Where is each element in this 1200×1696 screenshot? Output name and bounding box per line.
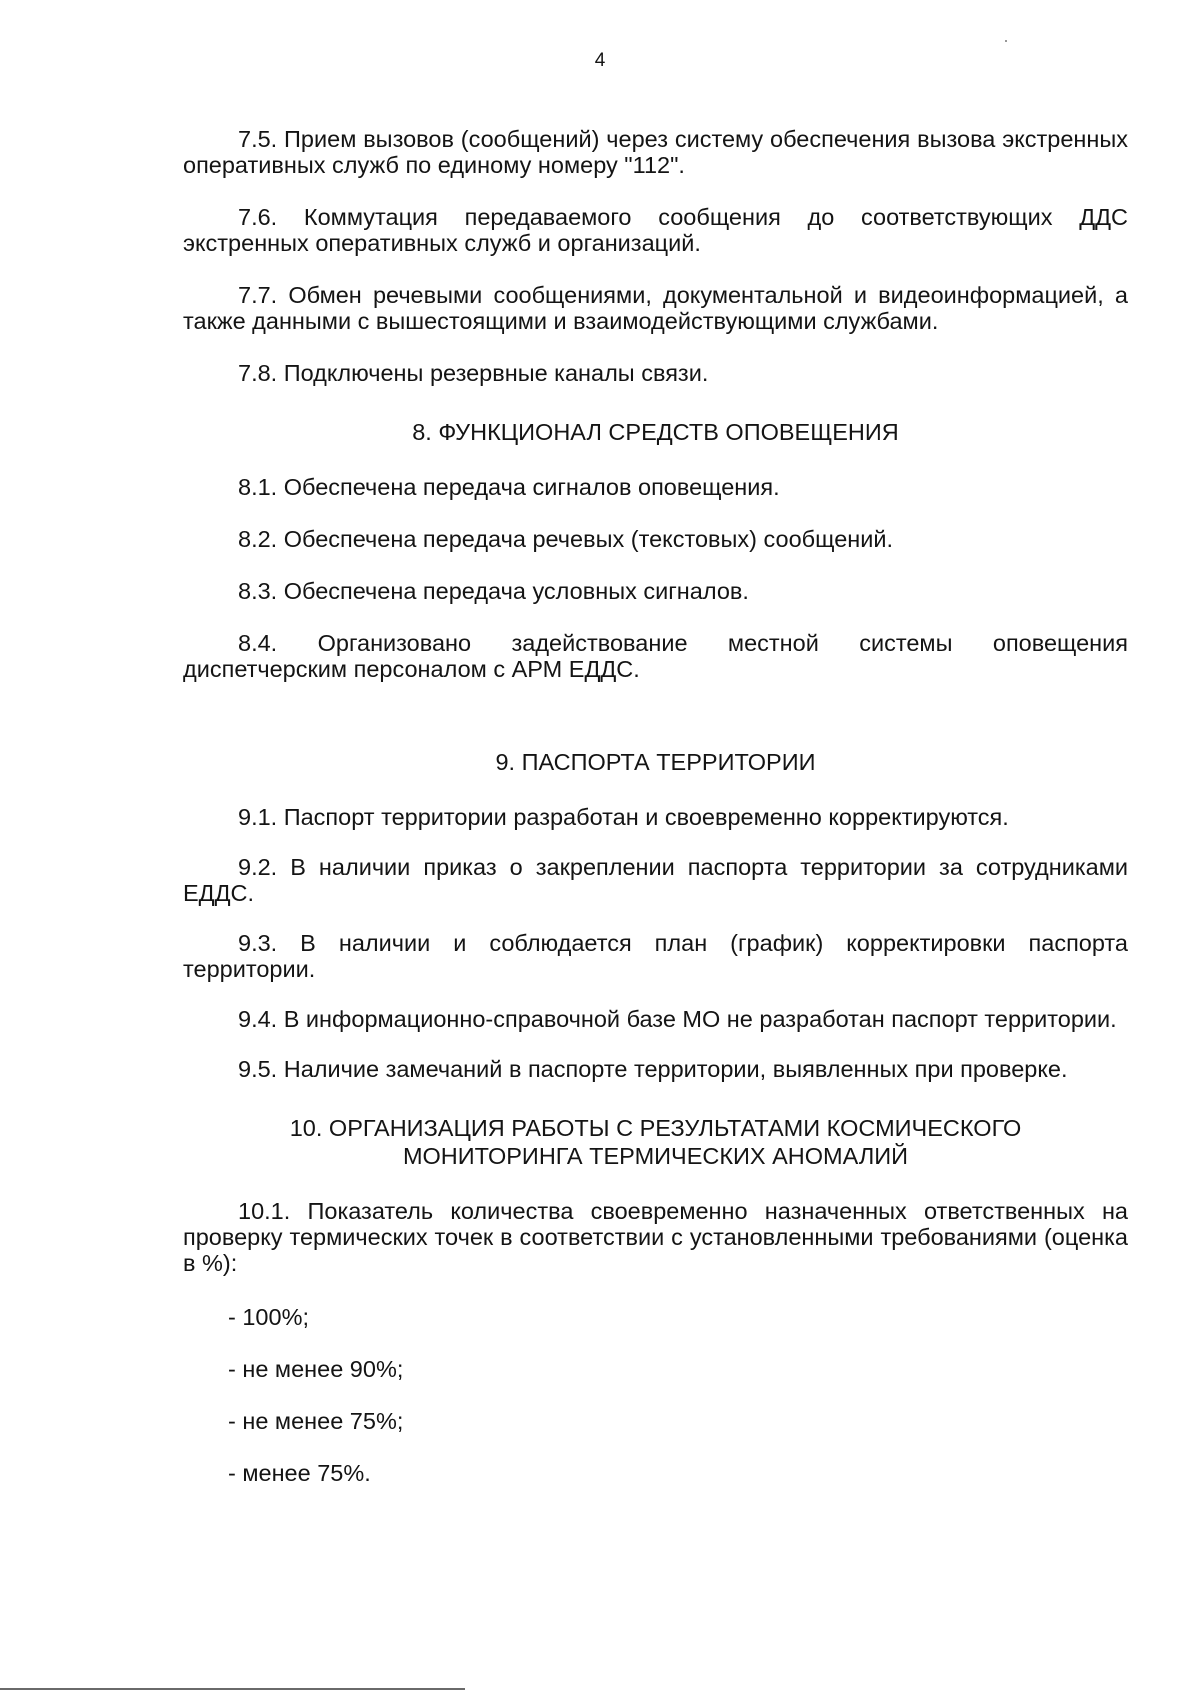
paragraph-7-8: 7.8. Подключены резервные каналы связи. xyxy=(238,360,709,386)
document-body xyxy=(183,126,1128,1486)
option-item: - менее 75%. xyxy=(228,1460,371,1486)
section-10-heading-line-1: 10. ОРГАНИЗАЦИЯ РАБОТЫ С РЕЗУЛЬТАТАМИ КОСМИЧЕСКОГО xyxy=(289,1115,1022,1141)
option-item: - не менее 75%; xyxy=(228,1408,404,1434)
paragraph-9-4: 9.4. В информационно-справочной базе МО не разработан паспорт территории. xyxy=(238,1006,1117,1032)
paragraph-8-3: 8.3. Обеспечена передача условных сигналов. xyxy=(238,578,749,604)
option-item: - не менее 90%; xyxy=(228,1356,404,1382)
paragraph-9-3: 9.3. В наличии и соблюдается план (график) корректировки паспорта территории. xyxy=(183,930,1128,982)
paragraph-10-1: 10.1. Показатель количества своевременно назначенных ответственных на проверку термических точек в соответствии с установленными требованиями (оценка в %): xyxy=(183,1198,1128,1276)
paragraph-9-5: 9.5. Наличие замечаний в паспорте территории, выявленных при проверке. xyxy=(238,1056,1068,1082)
paragraph-7-6: 7.6. Коммутация передаваемого сообщения до соответствующих ДДС экстренных оперативных служб и организаций. xyxy=(183,204,1128,256)
paragraph-8-2: 8.2. Обеспечена передача речевых (текстовых) сообщений. xyxy=(238,526,894,552)
section-9-heading: 9. ПАСПОРТА ТЕРРИТОРИИ xyxy=(495,749,816,775)
section-8-heading: 8. ФУНКЦИОНАЛ СРЕДСТВ ОПОВЕЩЕНИЯ xyxy=(412,419,899,445)
paragraph-7-5: 7.5. Прием вызовов (сообщений) через систему обеспечения вызова экстренных оперативных служб по единому номеру "112". xyxy=(183,126,1128,178)
page-number: 4 xyxy=(594,50,606,71)
paragraph-9-1: 9.1. Паспорт территории разработан и своевременно корректируются. xyxy=(238,804,1009,830)
paragraph-8-4: 8.4. Организовано задействование местной системы оповещения диспетчерским персоналом с АРМ ЕДДС. xyxy=(183,630,1128,682)
paragraph-7-7: 7.7. Обмен речевыми сообщениями, документальной и видеоинформацией, а также данными с вышестоящими и взаимодействующими службами. xyxy=(183,282,1128,334)
option-item: - 100%; xyxy=(228,1304,309,1330)
scan-speck xyxy=(1005,40,1007,42)
section-10-heading-line-2: МОНИТОРИНГА ТЕРМИЧЕСКИХ АНОМАЛИЙ xyxy=(402,1143,909,1169)
section-10-heading xyxy=(183,1114,1128,1170)
paragraph-9-2: 9.2. В наличии приказ о закреплении паспорта территории за сотрудниками ЕДДС. xyxy=(183,854,1128,906)
paragraph-8-1: 8.1. Обеспечена передача сигналов оповещения. xyxy=(238,474,780,500)
footer-rule xyxy=(0,1688,465,1690)
